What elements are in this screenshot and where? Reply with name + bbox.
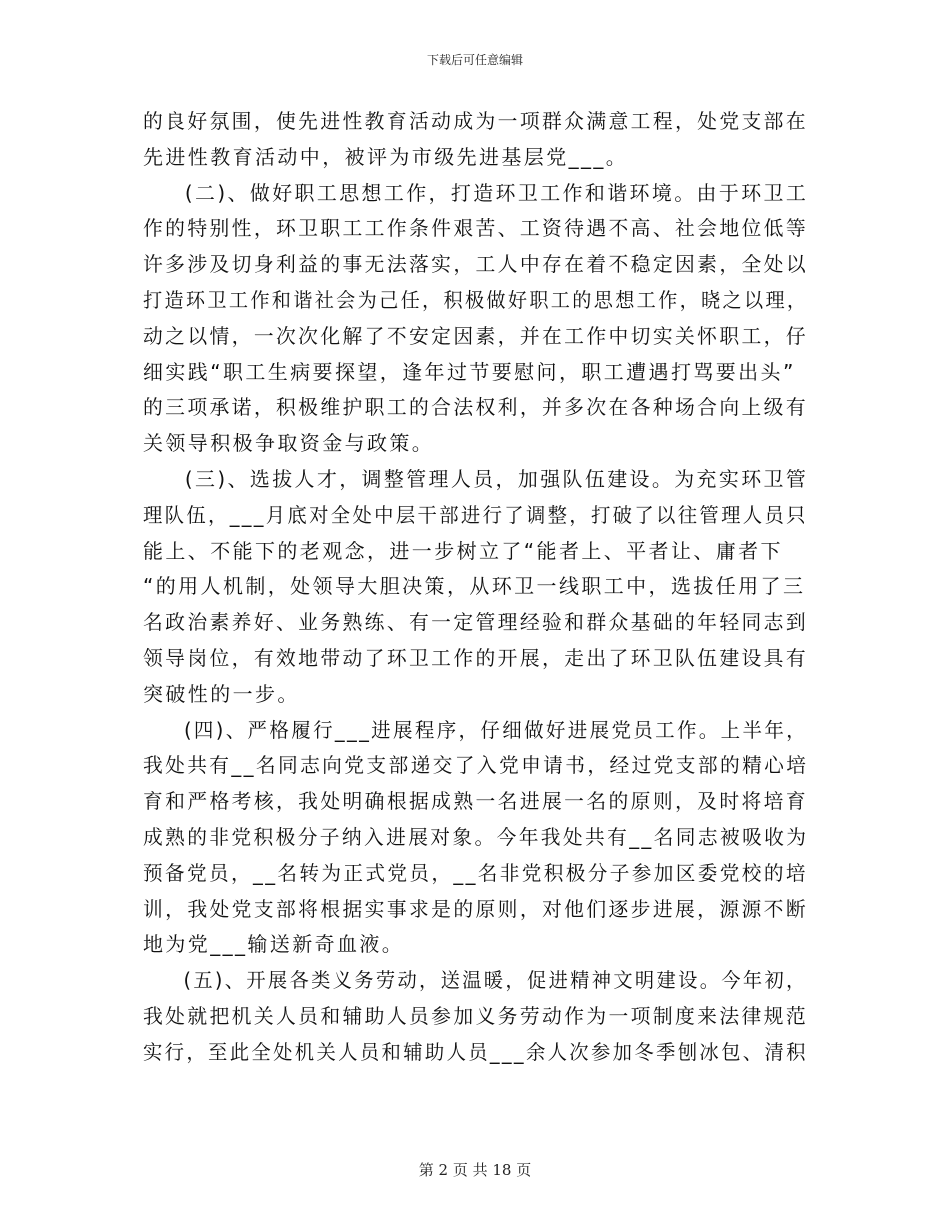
text-line: 的三项承诺，积极维护职工的合法权利，并多次在各种场合向上级有 — [143, 395, 809, 420]
text-line: 动之以情，一次次化解了不安定因素，并在工作中切实关怀职工，仔 — [143, 323, 809, 348]
page-header: 下载后可任意编辑 — [426, 53, 523, 67]
text-line: 名政治素养好、业务熟练、有一定管理经验和群众基础的年轻同志到 — [143, 610, 809, 635]
text-line: 育和严格考核，我处明确根据成熟一名进展一名的原则，及时将培育 — [143, 789, 809, 814]
text-line: 领导岗位，有效地带动了环卫工作的开展，走出了环卫队伍建设具有 — [143, 645, 809, 670]
text-line: (二)、做好职工思想工作，打造环卫工作和谐环境。由于环卫工 — [184, 180, 809, 205]
text-line: 我处共有__名同志向党支部递交了入党申请书，经过党支部的精心培 — [143, 753, 809, 778]
document-body — [143, 104, 808, 1071]
text-line: 许多涉及切身利益的事无法落实，工人中存在着不稳定因素，全处以 — [143, 252, 809, 277]
text-line: 作的特别性，环卫职工工作条件艰苦、工资待遇不高、社会地位低等 — [143, 216, 809, 241]
text-line: (五)、开展各类义务劳动，送温暖，促进精神文明建设。今年初， — [183, 968, 808, 993]
text-line: 关领导积极争取资金与政策。 — [143, 431, 435, 456]
text-line: (三)、选拔人才，调整管理人员，加强队伍建设。为充实环卫管 — [184, 466, 809, 491]
page-footer: 第 2 页 共 18 页 — [418, 1161, 532, 1179]
text-line: 地为党___输送新奇血液。 — [143, 932, 405, 957]
text-line: 实行，至此全处机关人员和辅助人员___余人次参加冬季刨冰包、清积 — [143, 1039, 808, 1064]
text-line: 我处就把机关人员和辅助人员参加义务劳动作为一项制度来法律规范 — [143, 1003, 809, 1028]
text-line: 预备党员，__名转为正式党员，__名非党积极分子参加区委党校的培 — [143, 860, 808, 885]
text-line: 突破性的一步。 — [143, 681, 300, 706]
text-line: 的良好氛围，使先进性教育活动成为一项群众满意工程，处党支部在 — [143, 109, 809, 133]
text-line: 先进性教育活动中，被评为市级先进基层党___。 — [143, 144, 629, 169]
text-line: “的用人机制，处领导大胆决策，从环卫一线职工中，选拔任用了三 — [143, 574, 806, 599]
text-line: 训，我处党支部将根据实事求是的原则，对他们逐步进展，源源不断 — [143, 896, 809, 921]
text-line: 成熟的非党积极分子纳入进展对象。今年我处共有__名同志被吸收为 — [143, 824, 809, 849]
text-line: (四)、严格履行___进展程序，仔细做好进展党员工作。上半年， — [183, 717, 809, 742]
text-line: 能上、不能下的老观念，进一步树立了“能者上、平者让、庸者下 — [143, 538, 783, 563]
text-line: 打造环卫工作和谐社会为己任，积极做好职工的思想工作，晓之以理， — [143, 287, 809, 312]
text-line: 理队伍，___月底对全处中层干部进行了调整，打破了以往管理人员只 — [143, 502, 808, 527]
text-line: 细实践“职工生病要探望，逢年过节要慰问，职工遭遇打骂要出头” — [143, 359, 796, 384]
